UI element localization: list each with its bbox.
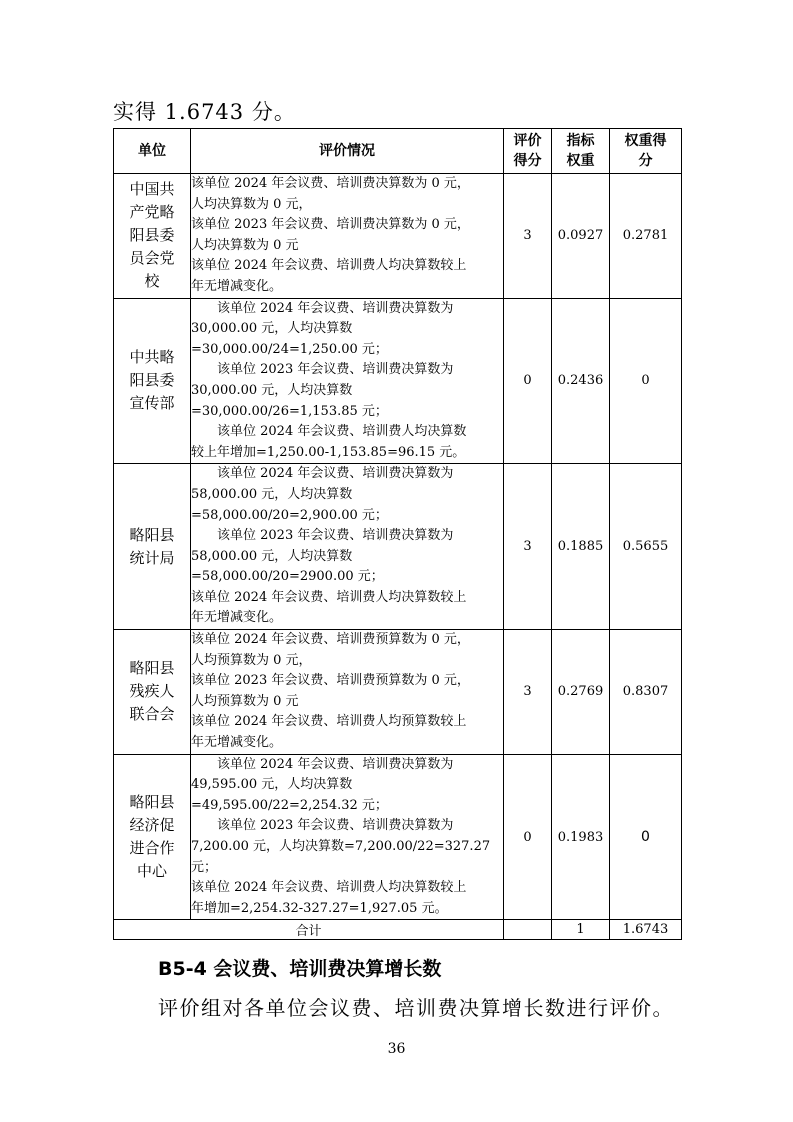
total-label-cell: 合计 bbox=[114, 920, 504, 940]
page-number: 36 bbox=[387, 1041, 406, 1057]
total-weight-cell: 1 bbox=[552, 920, 610, 940]
header-label-line: 评价情况 bbox=[319, 143, 375, 159]
weighted-score-cell: 0 bbox=[610, 298, 682, 464]
description-line: 年无增减变化。 bbox=[191, 735, 283, 751]
evaluation-table bbox=[113, 128, 682, 940]
description-line: 该单位 2024 年会议费、培训费人均决算数较上 bbox=[191, 589, 467, 605]
description-line: 该单位 2024 年会议费、培训费预算数为 0 元， bbox=[191, 632, 470, 648]
unit-name-cell bbox=[114, 464, 191, 630]
header-score bbox=[504, 129, 552, 174]
header-label-line: 权重 bbox=[566, 153, 595, 169]
unit-name-line: 产党略 bbox=[129, 203, 175, 222]
header-unit bbox=[114, 129, 191, 174]
description-line: 人均预算数为 0 元， bbox=[191, 652, 312, 668]
unit-name-line: 进合作 bbox=[129, 839, 175, 857]
total-score-cell bbox=[504, 920, 552, 940]
description-line: 年增加=2,254.32-327.27=1,927.05 元。 bbox=[191, 900, 448, 916]
description-line: 7,200.00 元，人均决算数=7,200.00/22=327.27 bbox=[191, 839, 491, 854]
description-line: 49,595.00 元，人均决算数 bbox=[191, 777, 353, 793]
description-line: 该单位 2023 年会议费、培训费决算数为 bbox=[217, 818, 454, 834]
description-line: 较上年增加=1,250.00-1,153.85=96.15 元。 bbox=[191, 444, 466, 460]
score-cell: 3 bbox=[504, 464, 552, 630]
weight-cell: 0.0927 bbox=[552, 174, 610, 299]
total-weighted-score-cell: 1.6743 bbox=[610, 920, 682, 940]
table-header-row bbox=[114, 129, 682, 174]
description-line: 人均预算数为 0 元 bbox=[191, 693, 299, 709]
description-line: 该单位 2024 年会议费、培训费决算数为 bbox=[217, 466, 454, 482]
unit-name-line: 残疾人 bbox=[129, 682, 175, 701]
description-line: =49,595.00/22=2,254.32 元； bbox=[191, 797, 388, 813]
header-label-line: 权重得 bbox=[624, 133, 667, 149]
unit-name-line: 阳县委 bbox=[129, 371, 175, 390]
unit-name-cell bbox=[114, 174, 191, 299]
unit-name-line: 中心 bbox=[136, 862, 167, 880]
table-row bbox=[114, 298, 682, 464]
unit-name-line: 经济促 bbox=[129, 816, 175, 834]
unit-name-line: 中国共 bbox=[129, 180, 175, 199]
unit-name-line: 中共略 bbox=[129, 348, 175, 367]
score-cell: 0 bbox=[504, 754, 552, 920]
table-row bbox=[114, 174, 682, 299]
table-row bbox=[114, 630, 682, 755]
score-cell: 3 bbox=[504, 174, 552, 299]
weighted-score-cell: 0.8307 bbox=[610, 630, 682, 755]
unit-name-cell bbox=[114, 754, 191, 920]
section-heading: B5-4 会议费、培训费决算增长数 bbox=[158, 958, 442, 980]
weighted-score-cell: 0.2781 bbox=[610, 174, 682, 299]
description-line: 该单位 2023 年会议费、培训费决算数为 0 元， bbox=[191, 217, 470, 233]
unit-name-line: 宣传部 bbox=[129, 394, 175, 413]
description-line: 该单位 2023 年会议费、培训费决算数为 bbox=[217, 362, 454, 378]
table-total-row bbox=[114, 920, 682, 940]
header-label-line: 评价 bbox=[513, 133, 542, 149]
unit-name-line: 略阳县 bbox=[129, 525, 175, 544]
unit-name-line: 略阳县 bbox=[129, 793, 175, 811]
description-line: 58,000.00 元，人均决算数 bbox=[191, 548, 353, 564]
weight-cell: 0.1983 bbox=[552, 754, 610, 920]
unit-name-line: 略阳县 bbox=[129, 659, 175, 678]
description-line: 该单位 2024 年会议费、培训费人均决算数较上 bbox=[191, 258, 467, 274]
evaluation-description-cell bbox=[191, 754, 504, 920]
score-cell: 0 bbox=[504, 298, 552, 464]
unit-name-cell bbox=[114, 630, 191, 755]
description-line: 30,000.00 元，人均决算数 bbox=[191, 382, 353, 398]
body-paragraph: 评价组对各单位会议费、培训费决算增长数进行评价。 bbox=[158, 996, 674, 1020]
intro-text: 实得 1.6743 分。 bbox=[113, 100, 296, 124]
description-line: 人均决算数为 0 元 bbox=[191, 237, 299, 253]
score-cell: 3 bbox=[504, 630, 552, 755]
unit-name-line: 阳县委 bbox=[129, 226, 175, 245]
evaluation-description-cell bbox=[191, 464, 504, 630]
unit-name-line: 联合会 bbox=[129, 705, 175, 724]
description-line: 年无增减变化。 bbox=[191, 278, 283, 294]
header-weighted-score bbox=[610, 129, 682, 174]
description-line: 该单位 2024 年会议费、培训费决算数为 bbox=[217, 300, 454, 316]
header-label-line: 单位 bbox=[138, 143, 166, 159]
description-line: =30,000.00/26=1,153.85 元； bbox=[191, 403, 388, 419]
evaluation-description-cell bbox=[191, 630, 504, 755]
table-row bbox=[114, 464, 682, 630]
description-line: 年无增减变化。 bbox=[191, 610, 283, 626]
unit-name-line: 统计局 bbox=[129, 548, 175, 567]
description-line: 人均决算数为 0 元， bbox=[191, 196, 312, 212]
evaluation-description-cell bbox=[191, 298, 504, 464]
header-situation bbox=[191, 129, 504, 174]
weight-cell: 0.1885 bbox=[552, 464, 610, 630]
description-line: 58,000.00 元，人均决算数 bbox=[191, 486, 353, 502]
evaluation-description-cell bbox=[191, 174, 504, 299]
header-weight bbox=[552, 129, 610, 174]
description-line: 该单位 2024 年会议费、培训费人均决算数 bbox=[217, 424, 467, 440]
table-row bbox=[114, 754, 682, 920]
weight-cell: 0.2769 bbox=[552, 630, 610, 755]
description-line: 该单位 2024 年会议费、培训费人均预算数较上 bbox=[191, 714, 467, 730]
weight-cell: 0.2436 bbox=[552, 298, 610, 464]
description-line: 该单位 2024 年会议费、培训费人均决算数较上 bbox=[191, 880, 467, 896]
weighted-score-cell: 0 bbox=[610, 754, 682, 920]
description-line: 该单位 2023 年会议费、培训费决算数为 bbox=[217, 528, 454, 544]
unit-name-line: 校 bbox=[144, 272, 160, 291]
weighted-score-cell: 0.5655 bbox=[610, 464, 682, 630]
unit-name-cell bbox=[114, 298, 191, 464]
description-line: =30,000.00/24=1,250.00 元； bbox=[191, 341, 388, 357]
unit-name-line: 员会党 bbox=[129, 249, 175, 268]
header-label-line: 指标 bbox=[566, 133, 595, 149]
description-line: =58,000.00/20=2900.00 元； bbox=[191, 569, 384, 585]
description-line: 元； bbox=[191, 859, 218, 875]
description-line: =58,000.00/20=2,900.00 元； bbox=[191, 507, 388, 523]
description-line: 该单位 2024 年会议费、培训费决算数为 0 元， bbox=[191, 176, 470, 191]
description-line: 30,000.00 元，人均决算数 bbox=[191, 321, 353, 337]
description-line: 该单位 2024 年会议费、培训费决算数为 bbox=[217, 756, 454, 772]
header-label-line: 分 bbox=[638, 153, 653, 169]
description-line: 该单位 2023 年会议费、培训费预算数为 0 元， bbox=[191, 673, 470, 689]
header-label-line: 得分 bbox=[513, 153, 542, 169]
